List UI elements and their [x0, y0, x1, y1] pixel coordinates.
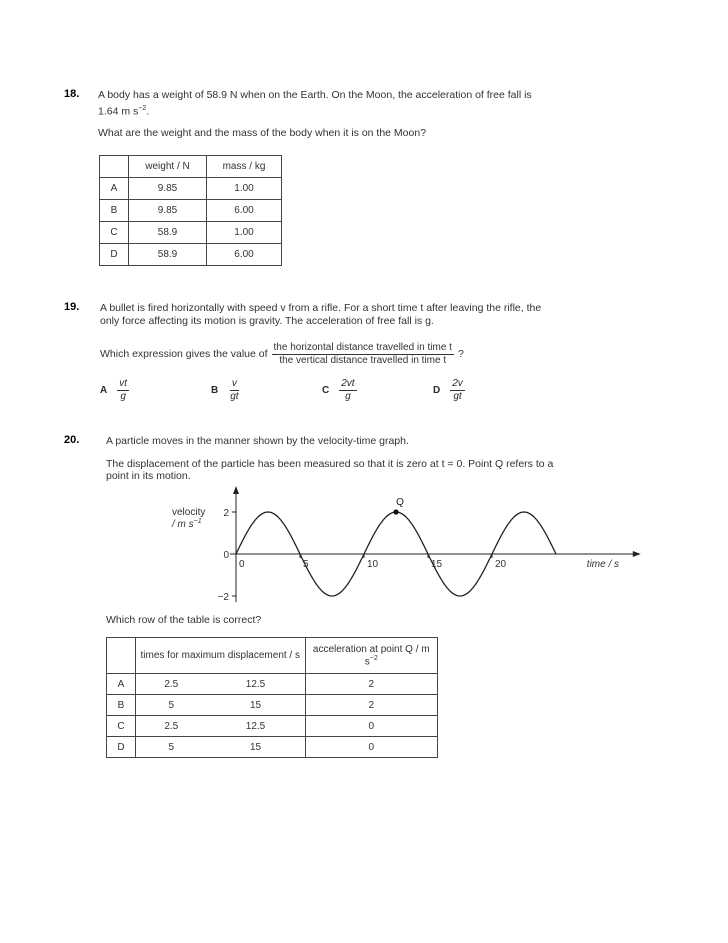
- question-20-line2: The displacement of the particle has been measured so that it is zero at t = 0. Point Q refers to a: [106, 458, 554, 470]
- acceleration-value: 2: [305, 674, 437, 695]
- denominator: g: [120, 391, 126, 402]
- mass-value: 6.00: [207, 200, 282, 222]
- option-label: A: [100, 385, 108, 396]
- denominator: g: [345, 391, 351, 402]
- y-tick-label: 0: [223, 550, 229, 561]
- table-row: [107, 674, 438, 695]
- y-axis-label-line2: / m $s^{-1}$: [172, 518, 202, 530]
- table-row: [100, 178, 282, 200]
- time-value-2: 12.5: [207, 716, 305, 737]
- table-row: [100, 200, 282, 222]
- x-axis-arrow: [633, 551, 641, 557]
- table-row: [100, 244, 282, 266]
- point-q-marker: [393, 509, 398, 514]
- question-18-options-table: [99, 155, 282, 266]
- denominator: gt: [230, 391, 239, 402]
- acceleration-header: acceleration at point Q / m $s^{-2}$: [305, 638, 437, 674]
- option-a: [100, 378, 129, 403]
- fraction-denominator: the vertical distance travelled in time t: [279, 355, 447, 366]
- time-value-1: 5: [136, 737, 207, 758]
- mass-value: 1.00: [207, 178, 282, 200]
- option-label: C: [107, 716, 136, 737]
- mass-value: 1.00: [207, 222, 282, 244]
- numerator: 2vt: [341, 378, 355, 389]
- option-fraction: [117, 378, 129, 403]
- numerator: v: [231, 378, 237, 389]
- acceleration-value: 0: [305, 716, 437, 737]
- question-19-line2: only force affecting its motion is gravity. The acceleration of free fall is g.: [100, 315, 434, 327]
- table-row: [107, 716, 438, 737]
- option-label: D: [107, 737, 136, 758]
- distance-ratio-fraction: [272, 342, 454, 367]
- option-fraction: [228, 378, 240, 403]
- x-tick-label: 15: [431, 559, 443, 570]
- prompt-prefix: Which expression gives the value of: [100, 348, 268, 360]
- weight-value: 58.9: [129, 244, 207, 266]
- chart-axes: [230, 486, 641, 602]
- option-label: B: [107, 695, 136, 716]
- mass-header: mass / kg: [207, 156, 282, 178]
- option-label: D: [433, 385, 441, 396]
- time-value-1: 2.5: [136, 674, 207, 695]
- prompt-suffix: ?: [457, 348, 464, 360]
- y-axis-arrow: [233, 486, 239, 494]
- question-20-number: 20.: [64, 434, 80, 446]
- weight-value: 9.85: [129, 178, 207, 200]
- option-fraction: [450, 378, 465, 403]
- table-row: [100, 222, 282, 244]
- question-20-line3: point in its motion.: [106, 470, 191, 482]
- option-label: C: [100, 222, 129, 244]
- question-18-number: 18.: [64, 88, 80, 100]
- option-d: [433, 378, 465, 403]
- x-tick-label: 20: [495, 559, 507, 570]
- table-corner: [107, 638, 136, 674]
- numerator: vt: [119, 378, 128, 389]
- time-value-2: 12.5: [207, 674, 305, 695]
- weight-value: 9.85: [129, 200, 207, 222]
- question-20-prompt: Which row of the table is correct?: [106, 614, 262, 626]
- x-axis-label: time / s: [586, 559, 620, 570]
- question-19-prompt: [100, 342, 464, 367]
- denominator: gt: [453, 391, 462, 402]
- option-fraction: [339, 378, 356, 403]
- acceleration-value: 0: [305, 737, 437, 758]
- velocity-time-graph: [160, 488, 620, 608]
- time-value-2: 15: [207, 695, 305, 716]
- fraction-numerator: the horizontal distance travelled in time t: [273, 342, 452, 353]
- table-row: [107, 737, 438, 758]
- option-label: D: [100, 244, 129, 266]
- mass-value: 6.00: [207, 244, 282, 266]
- y-tick-label: 2: [223, 508, 229, 519]
- x-tick-label: 0: [239, 559, 245, 570]
- question-19-number: 19.: [64, 301, 80, 313]
- x-tick-label: 5: [303, 559, 309, 570]
- option-label: B: [100, 200, 129, 222]
- option-label: C: [322, 385, 330, 396]
- table-row: [107, 695, 438, 716]
- question-20-options-table: [106, 637, 438, 758]
- y-tick-label: −2: [217, 592, 229, 603]
- question-18-line1: A body has a weight of 58.9 N when on the Earth. On the Moon, the acceleration of free fall is: [98, 89, 532, 101]
- time-value-1: 5: [136, 695, 207, 716]
- option-label: A: [107, 674, 136, 695]
- point-q-label: Q: [396, 497, 404, 508]
- option-label: A: [100, 178, 129, 200]
- numerator: 2v: [452, 378, 463, 389]
- option-b: [211, 378, 241, 403]
- times-header: times for maximum displacement / s: [136, 638, 306, 674]
- weight-header: weight / N: [129, 156, 207, 178]
- y-axis-label-line1: velocity: [172, 507, 206, 518]
- table-corner: [100, 156, 129, 178]
- question-19-line1: A bullet is fired horizontally with speed v from a rifle. For a short time t after leaving the rifle, the: [100, 302, 542, 314]
- weight-value: 58.9: [129, 222, 207, 244]
- question-20-line1: A particle moves in the manner shown by the velocity-time graph.: [106, 435, 409, 447]
- question-18-prompt: What are the weight and the mass of the body when it is on the Moon?: [98, 127, 427, 139]
- question-18-line2: 1.64 m $s^{-2}$.: [98, 105, 150, 118]
- option-c: [322, 378, 357, 403]
- time-value-1: 2.5: [136, 716, 207, 737]
- time-value-2: 15: [207, 737, 305, 758]
- x-tick-label: 10: [367, 559, 379, 570]
- chart-ticks: [218, 508, 507, 603]
- acceleration-value: 2: [305, 695, 437, 716]
- option-label: B: [211, 385, 219, 396]
